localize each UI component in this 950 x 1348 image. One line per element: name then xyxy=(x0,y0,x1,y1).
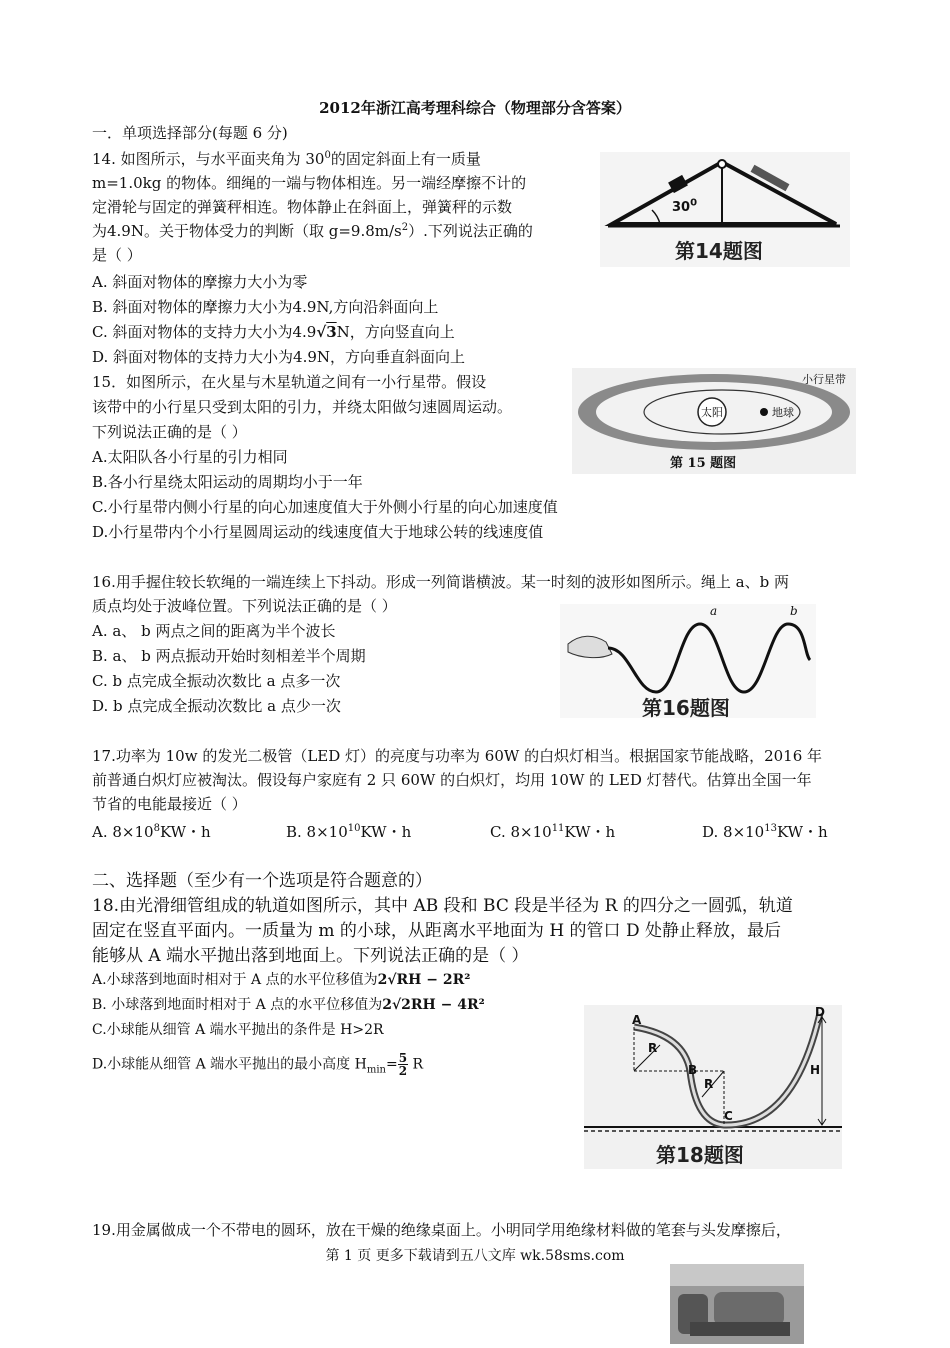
q15-line-3: 下列说法正确的是（ ） xyxy=(92,423,247,441)
figure-18-label-d: D xyxy=(815,1005,825,1019)
page-title: 2012年浙江高考理科综合（物理部分含答案） xyxy=(319,99,631,117)
q17-option-a: A. $8\times 10^8KW$・h xyxy=(92,823,211,841)
q14-option-d: D. 斜面对物体的支持力大小为4.9N，方向垂直斜面向上 xyxy=(92,348,466,366)
figure-18 xyxy=(584,1005,842,1169)
figure-16-caption: 第16题图 xyxy=(642,696,730,720)
figure-15-belt-label: 小行星带 xyxy=(802,373,846,386)
q15-line-1: 15．如图所示，在火星与木星轨道之间有一小行星带。假设 xyxy=(92,373,487,391)
figure-19-partial xyxy=(670,1264,804,1344)
q14-line-2: m=1.0kg 的物体。细绳的一端与物体相连。另一端经摩擦不计的 xyxy=(92,174,527,192)
q17-option-d: D. $8\times 10^{13}KW$・h xyxy=(702,823,828,841)
q17-line-1: 17.功率为 10w 的发光二极管（LED 灯）的亮度与功率为 60W 的白炽灯相当。根据国家节能战略，2016 年 xyxy=(92,747,823,765)
figure-18-label-a: A xyxy=(632,1013,642,1027)
figure-16 xyxy=(560,604,816,718)
q14-line-5: 是（ ） xyxy=(92,246,142,264)
section-2-heading: 二、选择题（至少有一个选项是符合题意的） xyxy=(92,871,432,891)
figure-14 xyxy=(600,152,850,267)
q15-option-b: B.各小行星绕太阳运动的周期均小于一年 xyxy=(92,473,363,491)
figure-18-label-c: C xyxy=(724,1109,733,1123)
q14-option-c: C. 斜面对物体的支持力大小为4.9√3N，方向竖直向上 xyxy=(92,323,455,341)
q18-option-b: B. 小球落到地面时相对于 A 点的水平位移值为2√2RH − 4R² xyxy=(92,997,485,1013)
q18-line-3: 能够从 A 端水平抛出落到地面上。下列说法正确的是（ ） xyxy=(92,946,529,966)
figure-19-drawing xyxy=(670,1264,804,1344)
q14-option-b: B. 斜面对物体的摩擦力大小为4.9N,方向沿斜面向上 xyxy=(92,298,439,316)
q16-option-c: C. b 点完成全振动次数比 a 点多一次 xyxy=(92,672,341,690)
figure-14-angle: $30^0$ xyxy=(672,197,698,215)
figure-18-label-b: B xyxy=(688,1063,698,1077)
q16-option-a: A. a、 b 两点之间的距离为半个波长 xyxy=(92,622,336,640)
q14-line-1: 14. 如图所示，与水平面夹角为 $30^0$的固定斜面上有一质量 xyxy=(92,150,481,168)
q18-option-a: A.小球落到地面时相对于 A 点的水平位移值为2√RH − 2R² xyxy=(92,972,471,988)
figure-18-label-r2: R xyxy=(704,1077,714,1091)
q16-line-2: 质点均处于波峰位置。下列说法正确的是（ ） xyxy=(92,597,397,615)
q15-option-c: C.小行星带内侧小行星的向心加速度值大于外侧小行星的向心加速度值 xyxy=(92,498,558,516)
q18-line-2: 固定在竖直平面内。一质量为 m 的小球，从距离水平地面为 H 的管口 D 处静止释放，最后 xyxy=(92,921,781,941)
q17-line-2: 前普通白炽灯应被淘汰。假设每户家庭有 2 只 60W 的白炽灯，均用 10W 的 LED 灯替代。估算出全国一年 xyxy=(92,771,812,789)
figure-16-label-b: b xyxy=(790,604,798,618)
figure-18-label-r1: R xyxy=(648,1041,658,1055)
q14-line-3: 定滑轮与固定的弹簧秤相连。物体静止在斜面上，弹簧秤的示数 xyxy=(92,198,513,216)
figure-15-sun-label: 太阳 xyxy=(701,406,723,419)
q18-option-c: C.小球能从细管 A 端水平抛出的条件是 H>2R xyxy=(92,1022,384,1038)
figure-15-caption: 第 15 题图 xyxy=(670,456,737,471)
figure-18-label-h: H xyxy=(810,1063,821,1077)
q15-option-d: D.小行星带内个小行星圆周运动的线速度值大于地球公转的线速度值 xyxy=(92,523,544,541)
q18-line-1: 18.由光滑细管组成的轨道如图所示，其中 AB 段和 BC 段是半径为 R 的四分之一圆弧，轨道 xyxy=(92,896,793,916)
page-footer: 第 1 页 更多下载请到五八文库 wk.58sms.com xyxy=(325,1248,625,1264)
q14-line-4: 为4.9N。关于物体受力的判断（取 $g=9.8m/s^2$）.下列说法正确的 xyxy=(92,222,533,240)
q15-line-2: 该带中的小行星只受到太阳的引力，并绕太阳做匀速圆周运动。 xyxy=(92,398,513,416)
figure-16-label-a: a xyxy=(710,604,718,618)
q17-line-3: 节省的电能最接近（ ） xyxy=(92,795,247,813)
q19-line-1: 19.用金属做成一个不带电的圆环，放在干燥的绝缘桌面上。小明同学用绝缘材料做的笔套与头发摩擦后， xyxy=(92,1221,791,1239)
section-1-heading: 一．单项选择部分(每题 6 分) xyxy=(92,124,288,142)
figure-15 xyxy=(572,368,856,474)
q17-option-c: C. $8\times 10^{11}KW$・h xyxy=(490,823,616,841)
q18-option-d: D.小球能从细管 A 端水平抛出的最小高度 $H_{min}=$ $\frac{5}{2}$ R xyxy=(92,1051,424,1078)
q16-option-d: D. b 点完成全振动次数比 a 点少一次 xyxy=(92,697,341,715)
q16-line-1: 16.用手握住较长软绳的一端连续上下抖动。形成一列简谐横波。某一时刻的波形如图所示。绳上 a、b 两 xyxy=(92,573,789,591)
figure-15-earth-label: 地球 xyxy=(772,406,794,419)
q15-option-a: A.太阳队各小行星的引力相同 xyxy=(92,448,288,466)
q14-option-a: A. 斜面对物体的摩擦力大小为零 xyxy=(92,273,308,291)
q17-option-b: B. $8\times 10^{10}KW$・h xyxy=(286,823,412,841)
figure-14-caption: 第14题图 xyxy=(675,239,763,263)
figure-18-caption: 第18题图 xyxy=(656,1143,744,1167)
q16-option-b: B. a、 b 两点振动开始时刻相差半个周期 xyxy=(92,647,366,665)
